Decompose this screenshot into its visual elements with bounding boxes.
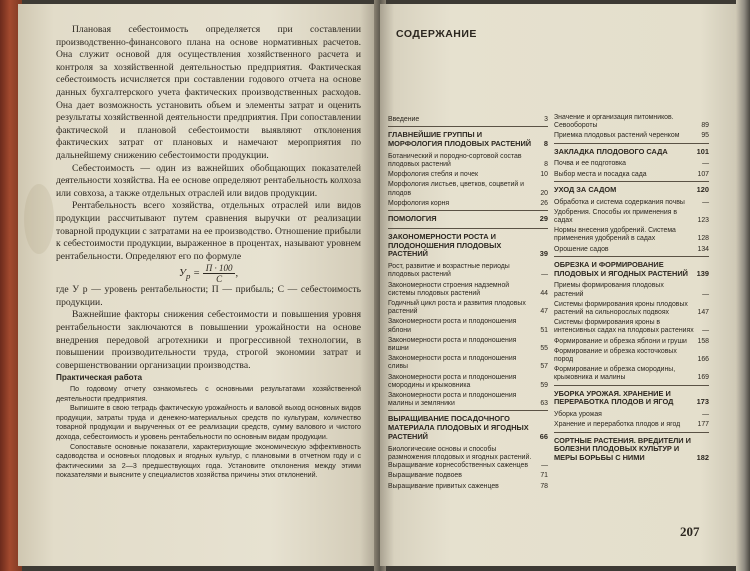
toc-chapter[interactable] — [388, 215, 548, 224]
toc-entry[interactable] — [388, 446, 548, 471]
toc-chapter[interactable] — [554, 148, 709, 157]
formula-legend: где У р — уровень рентабельности; П — прибыль; С — себестоимость продукции. — [56, 284, 361, 308]
toc-entry-title: Закономерности роста и плодоношения смородины и крыжовника — [388, 373, 517, 389]
toc-entry-page: 173 — [696, 397, 709, 407]
toc-chapter[interactable] — [388, 131, 548, 149]
toc-entry-title: ЗАКОНОМЕРНОСТИ РОСТА И ПЛОДОНОШЕНИЯ ПЛОДОВЫХ РАСТЕНИЙ — [388, 231, 502, 259]
toc-entry[interactable] — [554, 132, 709, 140]
toc-entry[interactable] — [388, 318, 548, 334]
toc-entry[interactable] — [554, 227, 709, 243]
toc-entry-page: — — [702, 160, 709, 168]
toc-entry[interactable] — [554, 348, 709, 364]
toc-entry-page: — — [541, 271, 548, 279]
toc-entry-page: 66 — [539, 432, 548, 442]
toc-entry-page: 139 — [696, 268, 709, 278]
toc-entry-title: Рост, развитие и возрастные периоды плодовых растений — [388, 263, 510, 279]
toc-entry-title: Орошение садов — [554, 245, 609, 253]
toc-entry-title: ОБРЕЗКА И ФОРМИРОВАНИЕ ПЛОДОВЫХ И ЯГОДНЫХ РАСТЕНИЙ — [554, 259, 688, 278]
toc-entry[interactable] — [388, 300, 548, 316]
toc-chapter[interactable] — [388, 415, 548, 441]
toc-entry-title: ГЛАВНЕЙШИЕ ГРУППЫ И МОРФОЛОГИЯ ПЛОДОВЫХ РАСТЕНИЙ — [388, 130, 532, 148]
toc-column-1 — [388, 116, 548, 493]
toc-entry-page: — — [702, 290, 709, 298]
toc-entry-page: 8 — [543, 139, 548, 148]
toc-entry-page: 177 — [697, 421, 709, 429]
toc-entry-page: 63 — [540, 400, 548, 408]
toc-entry-page: 123 — [697, 217, 709, 225]
toc-entry-title: Приемы формирования плодовых растений — [554, 282, 664, 298]
toc-entry[interactable] — [388, 392, 548, 408]
toc-divider — [388, 126, 548, 127]
toc-entry-title: Выращивание привитых саженцев — [388, 482, 499, 490]
toc-entry-title: Выращивание подвоев — [388, 472, 462, 480]
toc-entry-title: Закономерности роста и плодоношения сливы — [388, 355, 517, 371]
toc-entry-page: 95 — [701, 132, 709, 140]
toc-entry-title: Ботанический и породно-сортовой состав плодовых растений — [388, 152, 522, 168]
toc-entry-title: Формирование и обрезка яблони и груши — [554, 337, 687, 345]
toc-entry-title: Морфология корня — [388, 199, 450, 207]
paragraph-cost-indicator: Себестоимость — один из важнейших обобщающих показателей деятельности хозяйства. На ее основе определяют рентабельность колхоза или совхоза, а также отдельных отраслей или видов продукции. — [56, 162, 361, 199]
toc-divider — [388, 228, 548, 229]
toc-entry-page: 128 — [697, 235, 709, 243]
toc-entry-page: 39 — [539, 249, 548, 259]
toc-entry[interactable] — [388, 355, 548, 371]
paragraph-planned-cost: Плановая себестоимость определяется при составлении производственно-финансового плана на основе нормативных расчетов. Она служит основой для осуществления хозяйственного расчета и контроля за хозяйственной деятельностью предприятия. Фактическая себестоимость исчисляется при составлении годового отчета на основе данных бухгалтерского учета фактических производственных расходов. Она дает возможность установить объем и элементы затрат и оценить результаты хозяйственной деятельности предприятия. При сопоставлении фактической и плановой себестоимости выявляют отклонения фактических затрат от плановых и намечают мероприятия по дальнейшему снижению себестоимости продукции. — [56, 24, 361, 161]
toc-entry-page: 134 — [697, 245, 709, 253]
formula-fraction: $\frac{П \cdot 100}{С}$ — [203, 263, 236, 284]
toc-entry-page: 3 — [544, 116, 548, 123]
toc-entry[interactable] — [554, 366, 709, 382]
toc-entry-title: Введение — [388, 116, 420, 123]
toc-entry-title: Формирование и обрезка смородины, крыжовника и малины — [554, 366, 676, 382]
toc-entry[interactable] — [388, 116, 548, 124]
left-page — [18, 4, 378, 566]
toc-entry[interactable] — [388, 181, 548, 197]
toc-entry-title: Закономерности роста и плодоношения малины и земляники — [388, 392, 517, 408]
toc-entry-title: Системы формирования кроны плодовых растений на сильнорослых подвоях — [554, 300, 688, 317]
toc-entry-page: 89 — [701, 122, 709, 130]
toc-entry-title: Морфология листьев, цветков, соцветий и плодов — [388, 181, 524, 197]
toc-entry-page: 147 — [697, 309, 709, 317]
toc-entry-title: Хранение и переработка плодов и ягод — [554, 421, 681, 429]
toc-entry-title: Приемка плодовых растений черенком — [554, 132, 680, 140]
toc-entry-page: 120 — [696, 184, 709, 194]
toc-entry-title: ЗАКЛАДКА ПЛОДОВОГО САДА — [554, 146, 668, 156]
toc-entry[interactable] — [554, 199, 709, 207]
toc-divider — [554, 256, 709, 257]
toc-divider — [388, 210, 548, 211]
toc-entry-page: 59 — [540, 381, 548, 389]
toc-column-2 — [554, 114, 709, 467]
toc-entry-page: 10 — [540, 171, 548, 179]
toc-chapter[interactable] — [554, 261, 709, 279]
toc-entry-title: Обработка и система содержания почвы — [554, 198, 685, 206]
toc-entry-page: 78 — [540, 482, 548, 490]
toc-entry[interactable] — [554, 160, 709, 168]
toc-entry-title: ПОМОЛОГИЯ — [388, 214, 437, 224]
toc-entry-title: Системы формирования кроны в интенсивных садах на плодовых растениях — [554, 319, 694, 335]
toc-entry[interactable] — [554, 282, 709, 298]
toc-entry-page: 20 — [540, 189, 548, 197]
toc-entry-page: 71 — [540, 472, 548, 480]
toc-entry[interactable] — [554, 319, 709, 335]
toc-entry-title: Формирование и обрезка косточковых пород — [554, 347, 677, 364]
toc-entry[interactable] — [388, 282, 548, 298]
toc-entry-page: 8 — [544, 161, 548, 168]
toc-entry[interactable] — [388, 171, 548, 179]
toc-entry[interactable] — [554, 171, 709, 179]
toc-entry-title: Морфология стебля и почек — [388, 171, 478, 179]
toc-entry[interactable] — [554, 421, 709, 429]
toc-entry-title: Выбор места и посадка сада — [554, 170, 647, 178]
paragraph-factors: Важнейшие факторы снижения себестоимости и повышения уровня рентабельности заключаются в повышении урожайности на основе внедрения передовой агротехники и прогрессивной технологии, в повышении производительности труда, строгой экономии затрат и совершенствовании организации производства. — [56, 309, 361, 371]
toc-entry[interactable] — [554, 301, 709, 317]
toc-entry-title: Закономерности строения надземной системы плодовых растений — [388, 281, 510, 297]
toc-entry-page: — — [702, 411, 709, 419]
toc-entry-title: Уборка урожая — [554, 411, 602, 419]
toc-entry[interactable] — [388, 374, 548, 390]
toc-entry[interactable] — [554, 114, 709, 130]
toc-entry-page: — — [541, 462, 548, 470]
toc-entry[interactable] — [554, 411, 709, 419]
toc-entry-page: 107 — [697, 170, 709, 178]
toc-entry-page: — — [702, 198, 709, 206]
toc-divider — [554, 181, 709, 182]
toc-entry-page: 29 — [539, 214, 548, 224]
toc-entry-page: 182 — [696, 453, 709, 463]
toc-entry-page: 169 — [697, 374, 709, 382]
toc-entry[interactable] — [554, 338, 709, 346]
toc-entry[interactable] — [388, 263, 548, 279]
toc-entry-title: СОРТНЫЕ РАСТЕНИЯ. ВРЕДИТЕЛИ И БОЛЕЗНИ ПЛОДОВЫХ КУЛЬТУР И МЕРЫ БОРЬБЫ С НИМИ — [554, 435, 691, 463]
toc-entry[interactable] — [388, 483, 548, 491]
toc-entry[interactable] — [388, 200, 548, 208]
toc-entry-page: 57 — [540, 363, 548, 371]
toc-chapter[interactable] — [554, 437, 709, 463]
toc-entry-page: — — [702, 327, 709, 335]
toc-chapter[interactable] — [554, 186, 709, 195]
page-number: 207 — [680, 524, 700, 539]
toc-chapter[interactable] — [388, 233, 548, 259]
toc-divider — [554, 385, 709, 386]
toc-entry-page: 26 — [540, 199, 548, 207]
page-stain — [24, 184, 54, 254]
toc-entry[interactable] — [388, 472, 548, 480]
toc-entry-page: 44 — [540, 289, 548, 297]
toc-divider — [388, 410, 548, 411]
toc-divider — [554, 143, 709, 144]
toc-entry-title: Почва и ее подготовка — [554, 160, 626, 168]
toc-entry-page: 51 — [540, 326, 548, 334]
toc-entry-title: ВЫРАЩИВАНИЕ ПОСАДОЧНОГО МАТЕРИАЛА ПЛОДОВЫХ И ЯГОДНЫХ РАСТЕНИЙ — [388, 414, 529, 442]
toc-chapter[interactable] — [554, 390, 709, 408]
paragraph-profitability: Рентабельность всего хозяйства, отдельных отраслей или видов продукции рассчитывают путем сравнения выручки от реализации товарной продукции с затратами на ее производство. Отношение прибыли к себестоимости продукции, выраженное в процентах, называют уровнем рентабельности. Определяют его по формуле — [56, 200, 361, 262]
toc-entry-page: 166 — [697, 356, 709, 364]
toc-entry-title: Закономерности роста и плодоношения яблони — [388, 318, 517, 334]
toc-entry[interactable] — [554, 209, 709, 225]
toc-entry[interactable] — [554, 246, 709, 254]
toc-entry-title: УБОРКА УРОЖАЯ. ХРАНЕНИЕ И ПЕРЕРАБОТКА ПЛОДОВ И ЯГОД — [554, 388, 674, 407]
right-page — [380, 4, 736, 566]
toc-entry-page: 158 — [697, 337, 709, 345]
left-page-body — [56, 24, 361, 481]
toc-entry-title: Нормы внесения удобрений. Система применения удобрений в садах — [554, 227, 676, 243]
toc-entry[interactable] — [388, 337, 548, 353]
practical-work-title: Практическая работа — [56, 373, 143, 383]
toc-entry-page: 55 — [540, 345, 548, 353]
toc-entry-title: Биологические основы и способы размножения плодовых и ягодных растений. Выращивание корнесобственных саженцев — [388, 445, 532, 470]
profitability-formula: $У_р$ = $\frac{П \cdot 100}{С}$, — [178, 263, 239, 285]
toc-title: СОДЕРЖАНИЕ — [396, 28, 477, 40]
toc-entry-page: 47 — [540, 308, 548, 316]
toc-entry-title: УХОД ЗА САДОМ — [554, 184, 617, 194]
toc-entry-title: Закономерности роста и плодоношения вишни — [388, 336, 517, 353]
toc-entry-title: Значение и организация питомников. Севообороты — [554, 114, 674, 130]
toc-divider — [554, 432, 709, 433]
practical-work-text: По годовому отчету ознакомьтесь с основными результатами хозяйственной деятельности предприятия. Выпишите в свою тетрадь фактическую урожайность и валовой выход основных видов продукции, затраты труда и денежно-материальных средств по культурам, количество товарной продукции и вырученных от ее реализации средств, сумму валового и чистого дохода, себестоимость и уровень рентабельности по основным видам продукции. Сопоставьте основные показатели, характеризующие экономическую эффективность садоводства и основных плодовых и ягодных культур, с плановыми в отчетном году и с фактическими за 2—3 предшествующих года. Установите отклонения между этими показателями и выясните у специалистов хозяйства причины этих отклонений. — [56, 385, 361, 480]
toc-entry-title: Годичный цикл роста и развития плодовых растений — [388, 300, 526, 316]
toc-entry-page: 101 — [696, 146, 709, 156]
toc-entry[interactable] — [388, 153, 548, 169]
toc-entry-title: Удобрения. Способы их применения в садах — [554, 208, 678, 225]
book-cover-edge-right — [736, 0, 750, 571]
